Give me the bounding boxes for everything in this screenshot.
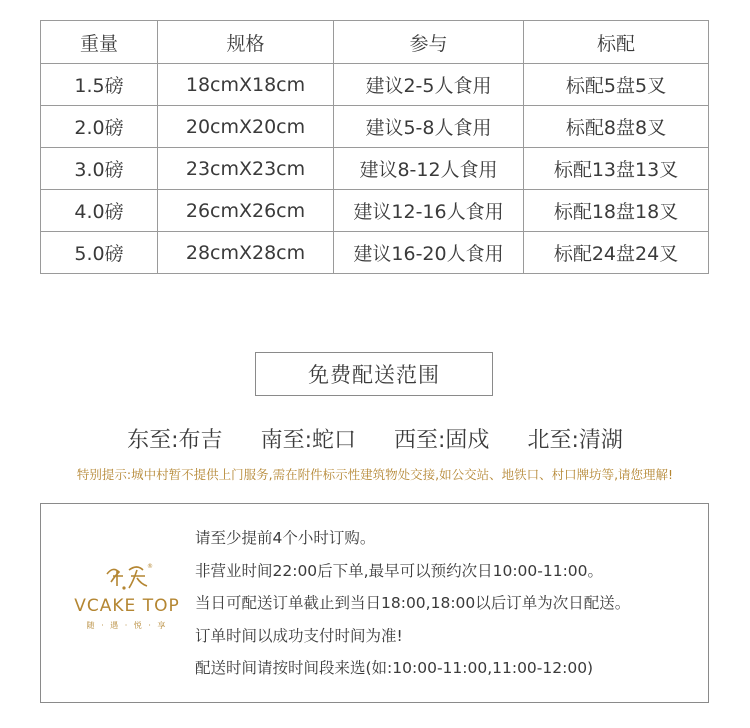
direction-north: [527, 423, 622, 454]
logo-mark-icon: [103, 562, 151, 592]
direction-west: [394, 423, 489, 454]
cell-weight: 2.0磅: [41, 106, 158, 148]
direction-label: 西至:: [394, 428, 446, 453]
cell-size: 18cmX18cm: [158, 64, 334, 106]
table-row: [41, 148, 709, 190]
info-line: 订单时间以成功支付时间为准!: [195, 626, 403, 645]
direction-south: [261, 423, 356, 454]
cell-standard: 标配5盘5叉: [524, 64, 709, 106]
cell-weight: 5.0磅: [41, 232, 158, 274]
cell-serving: 建议8-12人食用: [334, 148, 524, 190]
cell-serving: 建议16-20人食用: [334, 232, 524, 274]
direction-east: [127, 423, 222, 454]
direction-place: 固戍: [445, 428, 490, 453]
delivery-directions: [0, 423, 750, 454]
direction-place: 蛇口: [311, 428, 356, 453]
info-line: 请至少提前4个小时订购。: [195, 529, 376, 547]
info-line: 配送时间请按时间段来选(如:10:00-11:00,11:00-12:00): [195, 659, 594, 677]
logo-text: VCAKE TOP: [74, 596, 180, 616]
direction-label: 南至:: [260, 428, 312, 453]
cell-weight: 1.5磅: [41, 64, 158, 106]
cell-size: 26cmX26cm: [158, 190, 334, 232]
cell-standard: 标配18盘18叉: [524, 190, 709, 232]
delivery-range-title: 免费配送范围: [255, 352, 493, 396]
cell-standard: 标配8盘8叉: [524, 106, 709, 148]
info-line: 当日可配送订单截止到当日18:00,18:00以后订单为次日配送。: [195, 594, 631, 612]
table-row: [41, 190, 709, 232]
cell-standard: 标配24盘24叉: [524, 232, 709, 274]
logo-slogan: 随 · 遇 · 悦 · 享: [86, 621, 168, 630]
order-info-box: [40, 503, 709, 703]
cell-serving: 建议2-5人食用: [334, 64, 524, 106]
cell-weight: 4.0磅: [41, 190, 158, 232]
cell-serving: 建议5-8人食用: [334, 106, 524, 148]
cell-size: 20cmX20cm: [158, 106, 334, 148]
table-row: [41, 64, 709, 106]
info-line: 非营业时间22:00后下单,最早可以预约次日10:00-11:00。: [195, 561, 604, 580]
direction-place: 布吉: [178, 428, 223, 453]
order-info-lines: [195, 522, 700, 685]
direction-place: 清湖: [578, 428, 623, 453]
header-serving: 参与: [334, 21, 524, 64]
spec-table: [40, 20, 709, 274]
header-size: 规格: [158, 21, 334, 64]
special-notice: 特别提示:城中村暂不提供上门服务,需在附件标示性建筑物处交接,如公交站、地铁口、村口牌坊等,请您理解!: [76, 467, 674, 482]
direction-label: 北至:: [527, 428, 579, 453]
brand-logo: [57, 556, 197, 636]
table-row: [41, 232, 709, 274]
registered-mark: ®: [147, 563, 153, 570]
direction-label: 东至:: [127, 428, 179, 453]
cell-standard: 标配13盘13叉: [524, 148, 709, 190]
cell-weight: 3.0磅: [41, 148, 158, 190]
table-header-row: [41, 21, 709, 64]
cell-serving: 建议12-16人食用: [334, 190, 524, 232]
header-weight: 重量: [41, 21, 158, 64]
cell-size: 28cmX28cm: [158, 232, 334, 274]
header-standard: 标配: [524, 21, 709, 64]
cell-size: 23cmX23cm: [158, 148, 334, 190]
table-row: [41, 106, 709, 148]
